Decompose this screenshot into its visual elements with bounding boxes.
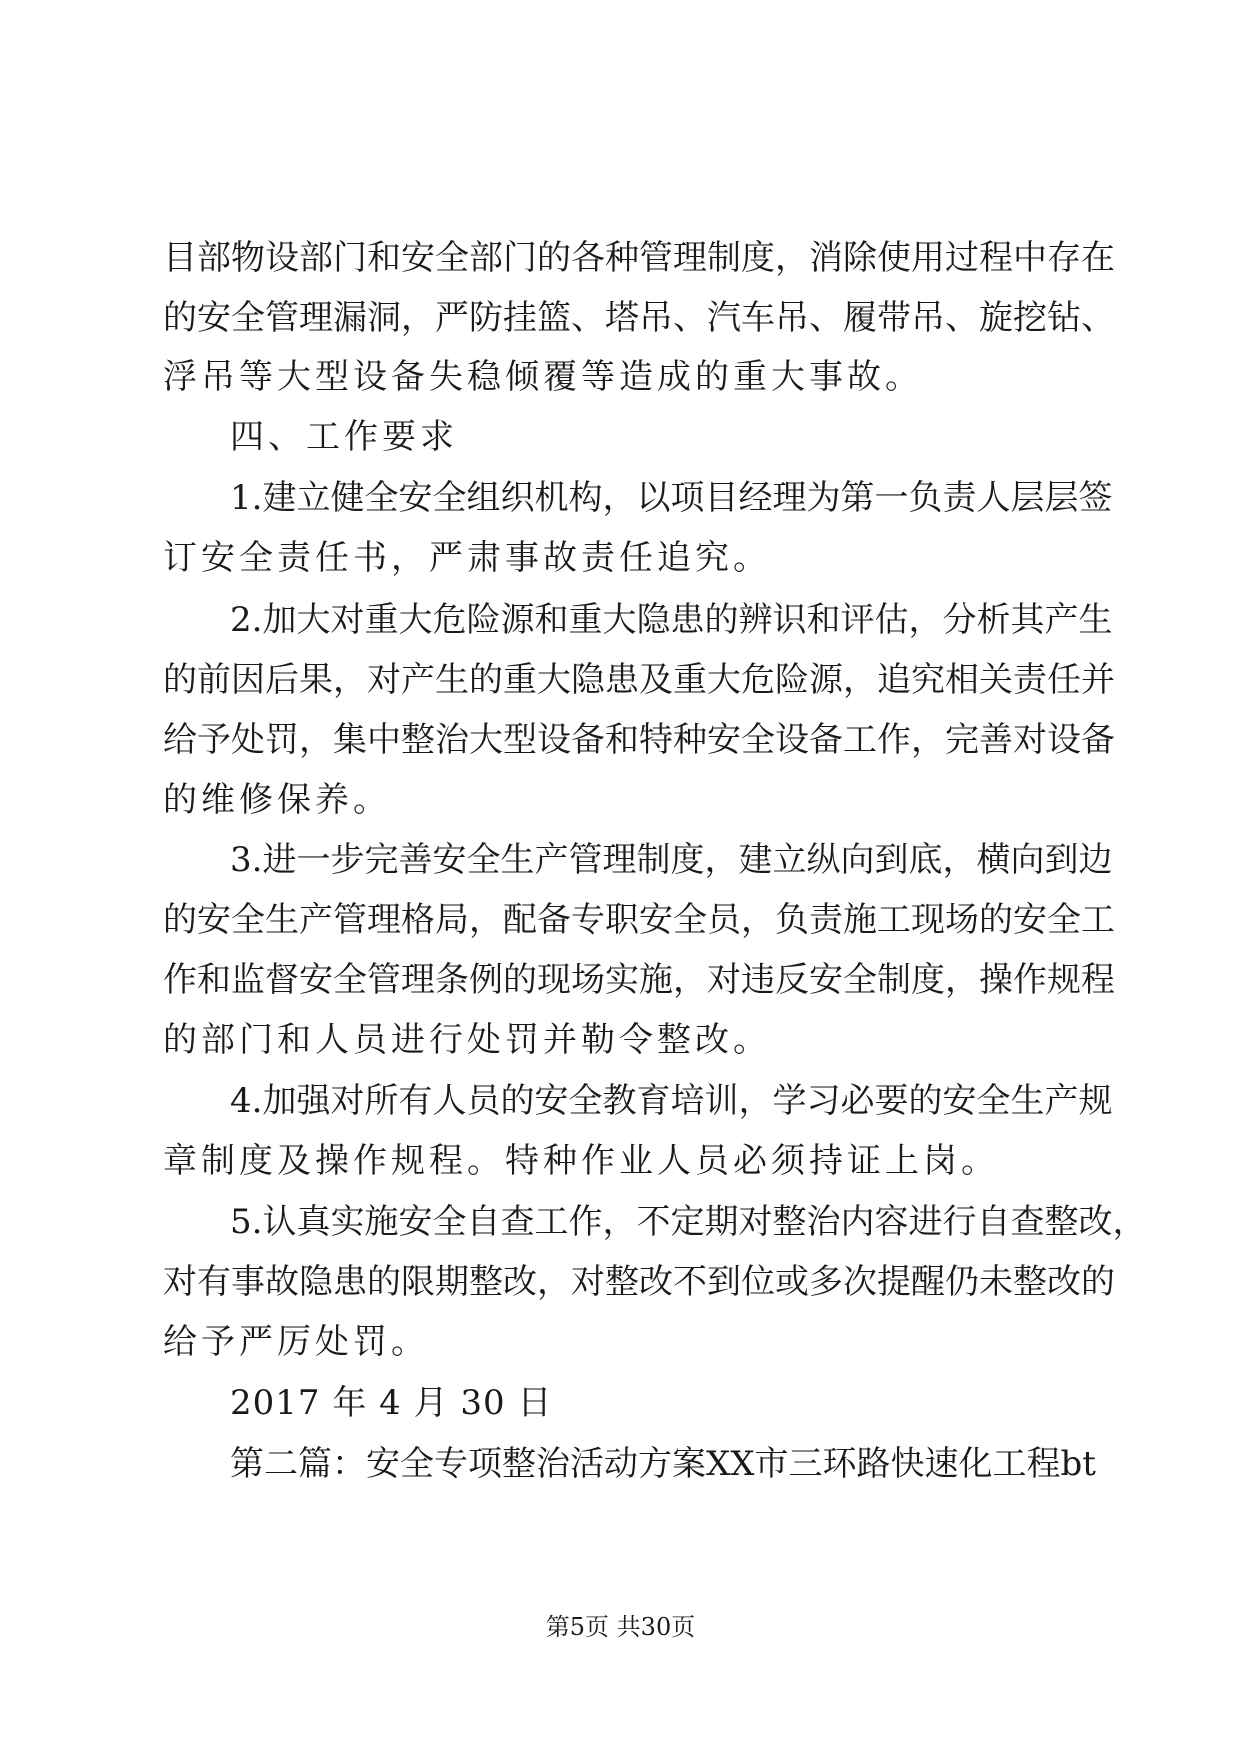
body-line: 1 . 建 立 健 全 安 全 组 织 机 构 ， 以 项 目 经 理 为 第 一 负 责 人 层 层 签 <box>230 478 1113 518</box>
section-heading: 四、工作要求 <box>230 417 458 457</box>
body-line: 5 . 认 真 实 施 安 全 自 查 工 作 ， 不 定 期 对 整 治 内 容 进 行 自 查 整 改 ， <box>230 1202 1147 1242</box>
page-footer: 第5页 共30页 <box>545 1613 696 1641</box>
body-line: 的 安 全 生 产 管 理 格 局 ， 配 备 专 职 安 全 员 ， 负 责 施 工 现 场 的 安 全 工 <box>163 900 1115 940</box>
body-line: 订安全责任书，严肃事故责任追究。 <box>163 538 771 578</box>
body-line: 的维修保养。 <box>163 780 391 820</box>
body-line: 章制度及操作规程。特种作业人员必须持证上岗。 <box>163 1141 999 1181</box>
body-line: 目 部 物 设 部 门 和 安 全 部 门 的 各 种 管 理 制 度 ， 消 除 使 用 过 程 中 存 在 <box>163 238 1115 278</box>
body-line: 对 有 事 故 隐 患 的 限 期 整 改 ， 对 整 改 不 到 位 或 多 次 提 醒 仍 未 整 改 的 <box>163 1262 1115 1302</box>
body-line: 的 安 全 管 理 漏 洞 ， 严 防 挂 篮 、 塔 吊 、 汽 车 吊 、 履 带 吊 、 旋 挖 钻 、 <box>163 298 1115 338</box>
body-line: 给 予 处 罚 ， 集 中 整 治 大 型 设 备 和 特 种 安 全 设 备 工 作 ， 完 善 对 设 备 <box>163 720 1115 760</box>
body-line: 的部门和人员进行处罚并勒令整改。 <box>163 1020 771 1060</box>
body-line: 2 . 加 大 对 重 大 危 险 源 和 重 大 隐 患 的 辨 识 和 评 估 ， 分 析 其 产 生 <box>230 600 1113 640</box>
body-line: 作 和 监 督 安 全 管 理 条 例 的 现 场 实 施 ， 对 违 反 安 全 制 度 ， 操 作 规 程 <box>163 960 1115 1000</box>
body-line: 4 . 加 强 对 所 有 人 员 的 安 全 教 育 培 训 ， 学 习 必 要 的 安 全 生 产 规 <box>230 1081 1113 1121</box>
date-line: 2017 年 4 月 30 日 <box>230 1383 553 1423</box>
body-line: 3 . 进 一 步 完 善 安 全 生 产 管 理 制 度 ， 建 立 纵 向 到 底 ， 横 向 到 边 <box>230 840 1113 880</box>
next-section-title: 第 二 篇 ： 安 全 专 项 整 治 活 动 方 案 X X 市 三 环 路 快 速 化 工 程 b t <box>230 1444 1096 1484</box>
body-line: 给予严厉处罚。 <box>163 1322 429 1362</box>
body-line: 浮吊等大型设备失稳倾覆等造成的重大事故。 <box>163 357 923 397</box>
body-line: 的 前 因 后 果 ， 对 产 生 的 重 大 隐 患 及 重 大 危 险 源 ， 追 究 相 关 责 任 并 <box>163 660 1115 700</box>
